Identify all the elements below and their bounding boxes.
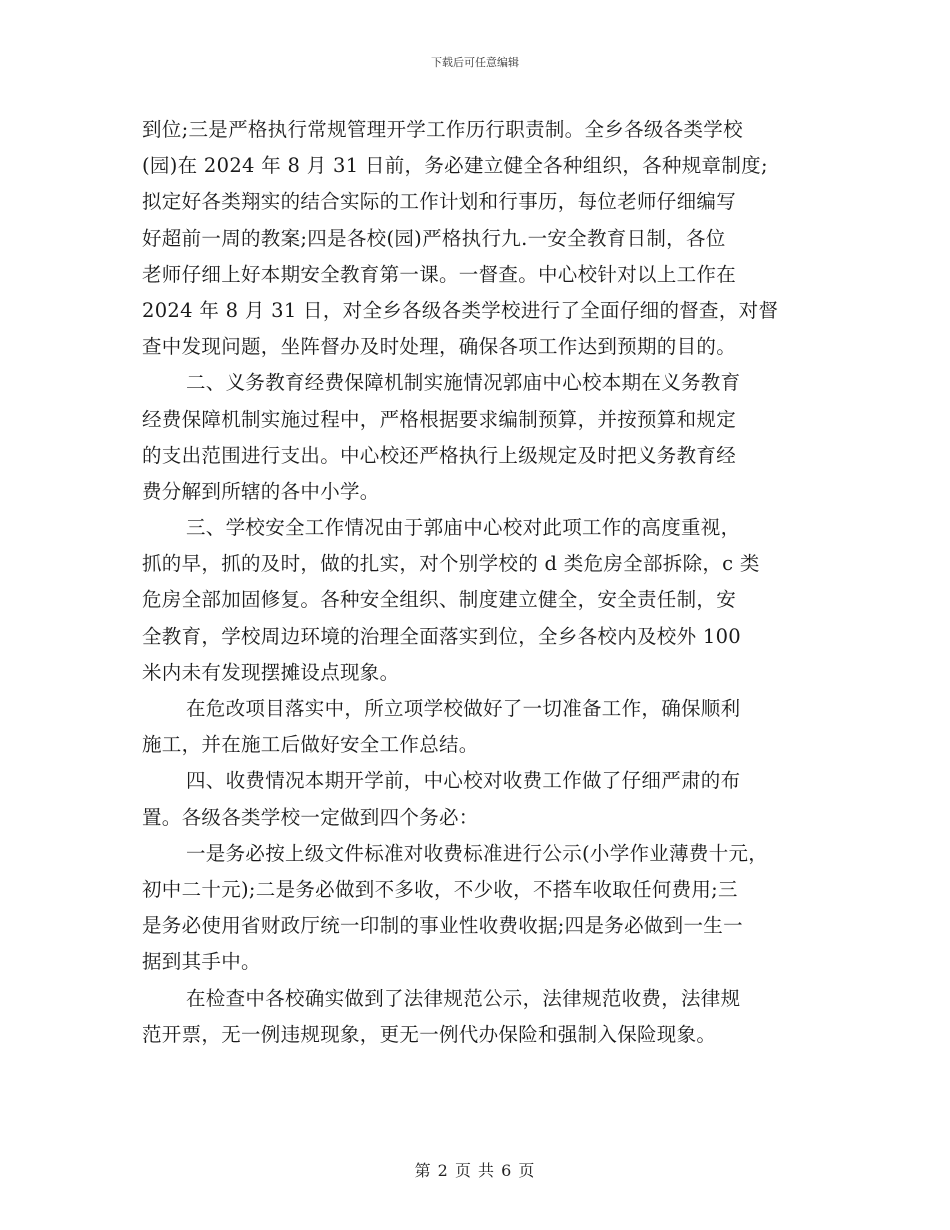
document-body xyxy=(142,112,812,1053)
text-line: 老师仔细上好本期安全教育第一课。一督查。中心校针对以上工作在 xyxy=(142,262,737,286)
text-line: 拟定好各类翔实的结合实际的工作计划和行事历，每位老师仔细编写 xyxy=(142,190,737,214)
text-line: 据到其手中。 xyxy=(142,950,261,974)
paragraph-start-line: 在检查中各校确实做到了法律规范公示，法律规范收费，法律规 xyxy=(186,986,741,1010)
text-line: 2024 年 8 月 31 日，对全乡各级各类学校进行了全面仔细的督查，对督 xyxy=(142,298,779,322)
text-line: 危房全部加固修复。各种安全组织、制度建立健全，安全责任制，安 xyxy=(142,588,737,612)
text-line: 米内未有发现摆摊设点现象。 xyxy=(142,660,400,684)
text-line: 好超前一周的教案;四是各校(园)严格执行九.一安全教育日制，各位 xyxy=(142,226,726,250)
text-line: 查中发现问题，坐阵督办及时处理，确保各项工作达到预期的目的。 xyxy=(142,335,737,359)
text-line: (园)在 2024 年 8 月 31 日前，务必建立健全各种组织，各种规章制度; xyxy=(142,154,768,178)
paragraph-start-line: 三、学校安全工作情况由于郭庙中心校对此项工作的高度重视， xyxy=(186,516,741,540)
paragraph-start-line: 在危改项目落实中，所立项学校做好了一切准备工作，确保顺利 xyxy=(186,697,741,720)
text-line: 到位;三是严格执行常规管理开学工作历行职责制。全乡各级各类学校 xyxy=(142,118,743,141)
paragraph-start-line: 四、收费情况本期开学前，中心校对收费工作做了仔细严肃的布 xyxy=(186,769,741,793)
text-line: 范开票，无一例违规现象，更无一例代办保险和强制入保险现象。 xyxy=(142,1022,717,1046)
text-line: 经费保障机制实施过程中，严格根据要求编制预算，并按预算和规定 xyxy=(142,407,737,431)
text-line: 费分解到所辖的各中小学。 xyxy=(142,479,380,503)
text-line: 抓的早，抓的及时，做的扎实，对个别学校的 d 类危房全部拆除，c 类 xyxy=(142,552,760,576)
page-header: 下载后可任意编辑 xyxy=(431,56,519,69)
text-line: 初中二十元);二是务必做到不多收，不少收，不搭车收取任何费用;三 xyxy=(142,877,738,901)
page-number: 第 2 页 共 6 页 xyxy=(414,1161,536,1180)
paragraph-start-line: 一是务必按上级文件标准对收费标准进行公示(小学作业薄费十元， xyxy=(186,841,769,865)
text-line: 全教育，学校周边环境的治理全面落实到位，全乡各校内及校外 100 xyxy=(142,624,742,648)
text-line: 施工，并在施工后做好安全工作总结。 xyxy=(142,733,479,757)
text-line: 的支出范围进行支出。中心校还严格执行上级规定及时把义务教育经 xyxy=(142,443,737,467)
text-line: 是务必使用省财政厅统一印制的事业性收费收据;四是务必做到一生一 xyxy=(142,914,743,938)
paragraph-start-line: 二、义务教育经费保障机制实施情况郭庙中心校本期在义务教育 xyxy=(186,371,741,395)
text-line: 置。各级各类学校一定做到四个务必： xyxy=(142,805,479,829)
